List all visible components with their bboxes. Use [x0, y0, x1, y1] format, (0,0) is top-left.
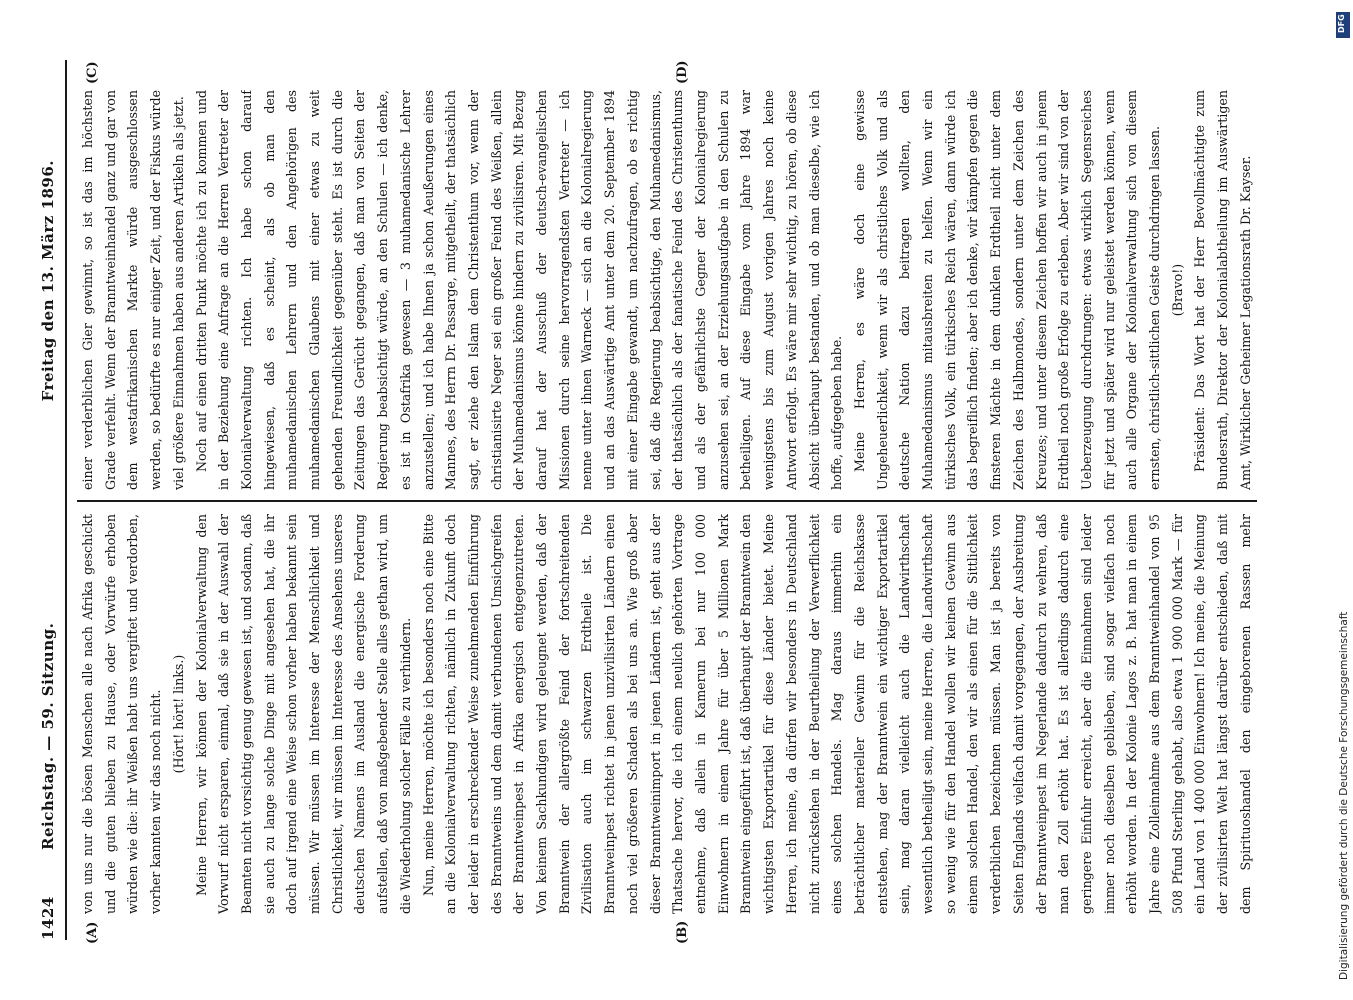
dfg-logo: DFG [1336, 12, 1350, 38]
paragraph: einer verderblichen Gier gewinnt, so ist das im höchsten Grade verfehlt. Wenn der Branntweinhandel ganz und gar von dem westafrikanischen Markte würde ausgeschlossen werden, so bedürfte es nur einiger Zeit, und der Fiskus würde viel größere Einnahmen haben aus anderen Artikeln als jetzt. [80, 90, 186, 490]
margin-mark-d: (D) [675, 60, 690, 84]
margin-mark-a: (A) [85, 921, 100, 944]
text-column-right [77, 90, 1257, 490]
header-rule [65, 60, 67, 940]
paragraph: von uns nur die bösen Menschen alle nach Afrika geschickt und die guten blieben zu Hause, oder Vorwürfe erhoben würden wie die: ihr Weißen habt uns vergiftet und verdorben, vorher kannten wir das noch nicht. [80, 514, 164, 914]
paragraph: Meine Herren, es wäre doch eine gewisse Ungeheuerlichkeit, wenn wir als christliches Volk und als deutsche Nation dazu beitragen wollten, den Muhamedanismus mitausbreiten zu helfen. Wenn wir ein türkisches Volk, ein türkisches Reich wären, dann würde ich das begreiflich finden; aber ich denke, wir kämpfen gegen die finsteren Mächte in dem dunklen Erdtheil nicht unter dem Zeichen des Halbmondes, sondern unter dem Zeichen des Kreuzes; und unter diesem Zeichen hoffen wir auch in jenem Erdtheil noch große Erfolge zu erleben. Aber wir sind von der Ueberzeugung durchdrungen: etwas wirklich Segensreiches für jetzt und später wird nur geleistet werden können, wenn auch alle Organe der Kolonialverwaltung sich von diesem ernsten, christlich-sittlichen Geiste durchdringen lassen. [851, 90, 1163, 490]
margin-mark-c: (C) [85, 61, 100, 84]
running-header [39, 60, 63, 940]
paragraph: Nun, meine Herren, möchte ich besonders noch eine Bitte an die Kolonialverwaltung richten, nämlich in Zukunft doch der leider in erschreckender Weise zunehmenden Einführung des Branntweins und dem damit verbundenen Umsichgreifen der Branntweinpest in Afrika energisch entgegenzutreten. Von keinem Sachkundigen wird geleugnet werden, daß der Branntwein der allergrößte Feind der fortschreitenden Zivilisation auch im schwarzen Erdtheile ist. Die Branntweinpest richtet in jenen unzivilisirten Ländern einen noch viel größeren Schaden als bei uns an. Wie groß aber dieser Branntweinimport in jenen Ländern ist, geht aus der Thatsache hervor, die ich einem neulich gehörten Vortrage entnehme, daß allein in Kamerun bei nur 100 000 Einwohnern in einem Jahre für über 5 Millionen Mark Branntwein eingeführt ist, daß überhaupt der Branntwein den wichtigsten Exportartikel für diese Länder bietet. Meine Herren, ich meine, da dürfen wir besonders in Deutschland nicht zurückstehen in der Beurtheilung der Verwerflichkeit eines solchen Handels. Mag daraus immerhin ein beträchtlicher materieller Gewinn für die Reichskasse entstehen, mag der Branntwein ein wichtiger Exportartikel sein, mag daran vielleicht auch die Landwirthschaft wesentlich betheiligt sein, meine Herren, die Landwirthschaft so wenig wie für den Handel wollen wir keinen Gewinn aus einem solchen Handel, den wir als einen für die Sittlichkeit verderblichen bezeichnen müssen. Man ist ja bereits von Seiten Englands vielfach damit vorgegangen, der Ausbreitung der Branntweinpest im Negerlande dadurch zu wehren, daß man den Zoll erhöht hat. Es ist allerdings dadurch eine geringere Einfuhr erreicht, aber die Einnahmen sind leider immer noch dieselben geblieben, sind sogar vielfach noch erhöht worden. In der Kolonie Lagos z. B. hat man in einem Jahre eine Zolleinnahme aus dem Branntweinhandel von 95 508 Pfund Sterling gehabt, also etwa 1 900 000 Mark — für ein Land von 1 400 000 Einwohnern! Ich meine, die Meinung der zivilisirten Welt hat längst darüber entschieden, daß mit dem Spirituoshandel den eingeborenen Rassen mehr [420, 514, 1253, 914]
interjection: (Bravo!) [1169, 263, 1185, 317]
document-page [15, 40, 1315, 960]
paragraph: Präsident: Das Wort hat der Herr Bevollmächtigte zum Bundesrath, Direktor der Kolonialabtheilung im Auswärtigen Amt, Wirklicher Geheimer Legationsrath Dr. Kayser. [1192, 90, 1253, 490]
digitization-credit: Digitalisierung gefördert durch die Deutsche Forschungsgemeinschaft [1338, 611, 1350, 980]
column-rule [77, 500, 1257, 502]
paragraph: Noch auf einen dritten Punkt möchte ich zu kommen und in der Beziehung eine Anfrage an die Herren Vertreter der Kolonialverwaltung richten. Ich habe schon darauf hingewiesen, daß es scheint, als ob man den muhamedanischen Lehrern und den Angehörigen des muhamedanischen Glaubens mit einer etwas zu weit gehenden Freundlichkeit gegenüber steht. Es ist durch die Zeitungen das Gerücht gegangen, daß man von Seiten der Regierung beabsichtigt würde, an den Schulen — ich denke, es ist in Ostafrika gewesen — 3 muhamedanische Lehrer anzustellen; und ich habe Ihnen ja schon Aeußerungen eines Mannes, des Herrn Dr. Passarge, mitgetheilt, der thatsächlich sagt, er ziehe den Islam dem Christenthum vor, wenn der christianisirte Neger sei ein großer Feind des Weißen, allein der Muhamedanismus könne hindern zu zivilisiren. Mit Bezug darauf hat der Ausschuß der deutsch-evangelischen Missionen durch seine hervorragendsten Vertreter — ich nenne unter ihnen Warneck — sich an die Kolonialregierung und an das Auswärtige Amt unter dem 20. September 1894 mit einer Eingabe gewandt, um nachzufragen, ob es richtig sei, daß die Regierung beabsichtige, den Muhamedanismus, der thatsächlich als der fanatische Feind des Christenthums und als der gefährlichste Gegner der Kolonialregierung anzusehen sei, an der Erziehungsaufgabe in den Schulen zu betheiligen. Auf diese Eingabe vom Jahre 1894 war wenigstens bis zum August vorigen Jahres noch keine Antwort erfolgt. Es wäre mir sehr wichtig, zu hören, ob diese Absicht überhaupt bestanden, und ob man dieselbe, wie ich hoffe, aufgegeben habe. [193, 90, 845, 490]
margin-mark-b: (B) [675, 920, 690, 944]
header-right-title: Freitag den 13. März 1896. [39, 160, 57, 402]
header-left-title: Reichstag. — 59. Sitzung. [39, 622, 57, 850]
interjection: (Hört! hört! links.) [170, 654, 186, 774]
paragraph: Meine Herren, wir können der Kolonialverwaltung den Vorwurf nicht ersparen, einmal, daß sie in der Auswahl der Beamten nicht vorsichtig genug gewesen ist, und sodann, daß sie auch zu lange solche Dinge mit angesehen hat, die ihr doch auf irgend eine Weise schon vorher haben bekannt sein müssen. Wir müssen im Interesse der Menschlichkeit und Christlichkeit, wir müssen im Interesse des Ansehens unseres deutschen Namens im Ausland die energische Forderung aufstellen, daß von maßgebender Stelle alles gethan wird, um die Wiederholung solcher Fälle zu verhindern. [193, 514, 413, 914]
text-column-left [77, 514, 1257, 914]
page-number: 1424 [39, 896, 57, 940]
